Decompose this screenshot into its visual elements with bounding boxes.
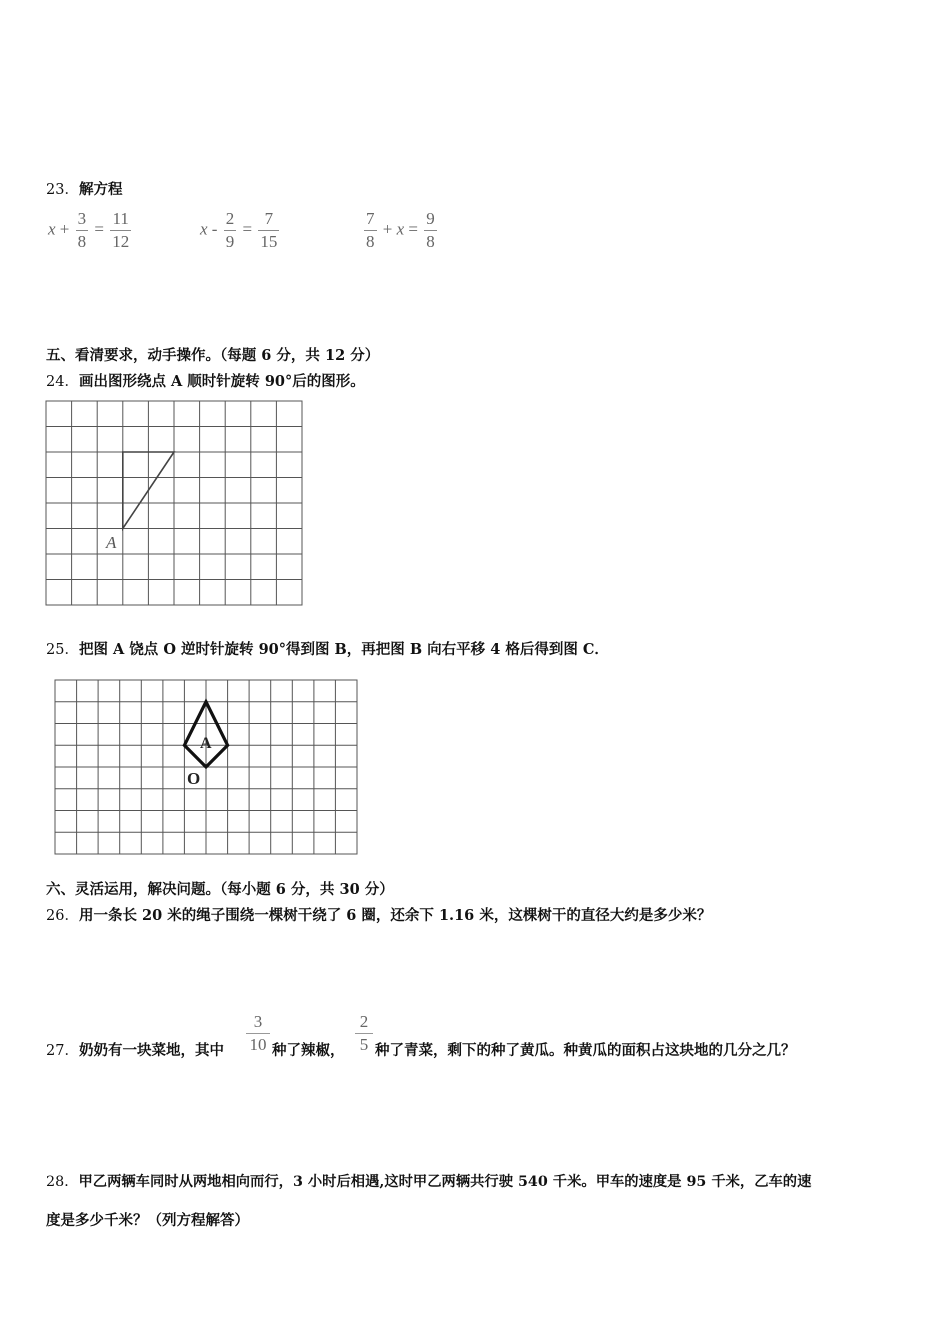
- q28-line-1: [46, 1171, 811, 1191]
- q27-number: 27．: [46, 1043, 79, 1059]
- equation-2: [200, 208, 281, 253]
- q23-title: 解方程: [78, 181, 123, 198]
- equation-1: [48, 208, 133, 253]
- eq2-equals: =: [242, 219, 253, 239]
- q25-point-o-label: O: [187, 769, 201, 788]
- q28-text-1: 甲乙两辆车同时从两地相向而行，3 小时后相遇,这时甲乙两辆共行驶 540 千米。甲车的速度是 95 千米，乙车的速: [78, 1174, 812, 1190]
- q23-number: 23．: [46, 182, 79, 198]
- eq1-var: x: [48, 219, 56, 239]
- q24-heading: [46, 370, 365, 391]
- eq3-frac-left: $\frac{7}{8}$: [366, 209, 375, 251]
- eq1-equals: =: [94, 219, 104, 239]
- q25-text: 把图 A 饶点 O 逆时针旋转 90°得到图 B，再把图 B 向右平移 4 格后得到图 C．: [78, 641, 609, 658]
- q25-grid-figure: [52, 678, 362, 858]
- eq1-frac-left: $\frac{3}{8}$: [77, 209, 87, 251]
- eq3-var: x: [396, 219, 405, 239]
- section-5-title: 五、看清要求，动手操作。（每题 6 分，共 12 分）: [46, 347, 380, 364]
- q26-number: 26．: [46, 908, 79, 924]
- eq3-equals: =: [408, 219, 418, 239]
- q24-point-a-label: A: [106, 533, 117, 552]
- q24-text: 画出图形绕点 A 顺时针旋转 90°后的图形。: [78, 373, 365, 390]
- q27-text-a: 奶奶有一块菜地，其中: [78, 1042, 224, 1059]
- q24-number: 24．: [46, 374, 79, 390]
- eq2-var: x: [200, 219, 208, 239]
- q26-heading: [46, 904, 711, 925]
- q27-heading: [46, 1039, 224, 1060]
- eq1-op: +: [59, 219, 70, 239]
- q27-fraction-1: 3 10: [246, 1011, 270, 1056]
- eq3-op: +: [382, 219, 393, 239]
- eq3-frac-right: $\frac{9}{8}$: [426, 209, 435, 251]
- eq2-op: -: [211, 219, 218, 239]
- q27-text-b: 种了辣椒，: [272, 1042, 345, 1059]
- q25-number: 25．: [46, 642, 79, 658]
- q27-fraction-2: 2 5: [355, 1011, 373, 1056]
- q25-heading: [46, 638, 609, 659]
- q28-line-2: 度是多少千米？（列方程解答）: [46, 1212, 249, 1229]
- section-6-title: 六、灵活运用，解决问题。（每小题 6 分，共 30 分）: [46, 881, 394, 898]
- q28-number: 28．: [46, 1174, 79, 1190]
- q27-text-c: 种了青菜，剩下的种了黄瓜。种黄瓜的面积占这块地的几分之几？: [375, 1042, 796, 1059]
- q25-shape-a-label: A: [200, 735, 212, 752]
- q26-text: 用一条长 20 米的绳子围绕一棵树干绕了 6 圈，还余下 1.16 米，这棵树干的直径大约是多少米？: [78, 907, 712, 924]
- eq1-frac-right: $\frac{11}{12}$: [112, 209, 130, 251]
- eq2-frac-right: $\frac{7}{15}$: [260, 209, 278, 251]
- eq2-frac-left: $\frac{2}{9}$: [225, 209, 235, 251]
- q24-grid-figure: [44, 398, 308, 610]
- q24-grid: [46, 401, 302, 605]
- q23-heading: [46, 178, 122, 199]
- equation-3: [362, 208, 439, 253]
